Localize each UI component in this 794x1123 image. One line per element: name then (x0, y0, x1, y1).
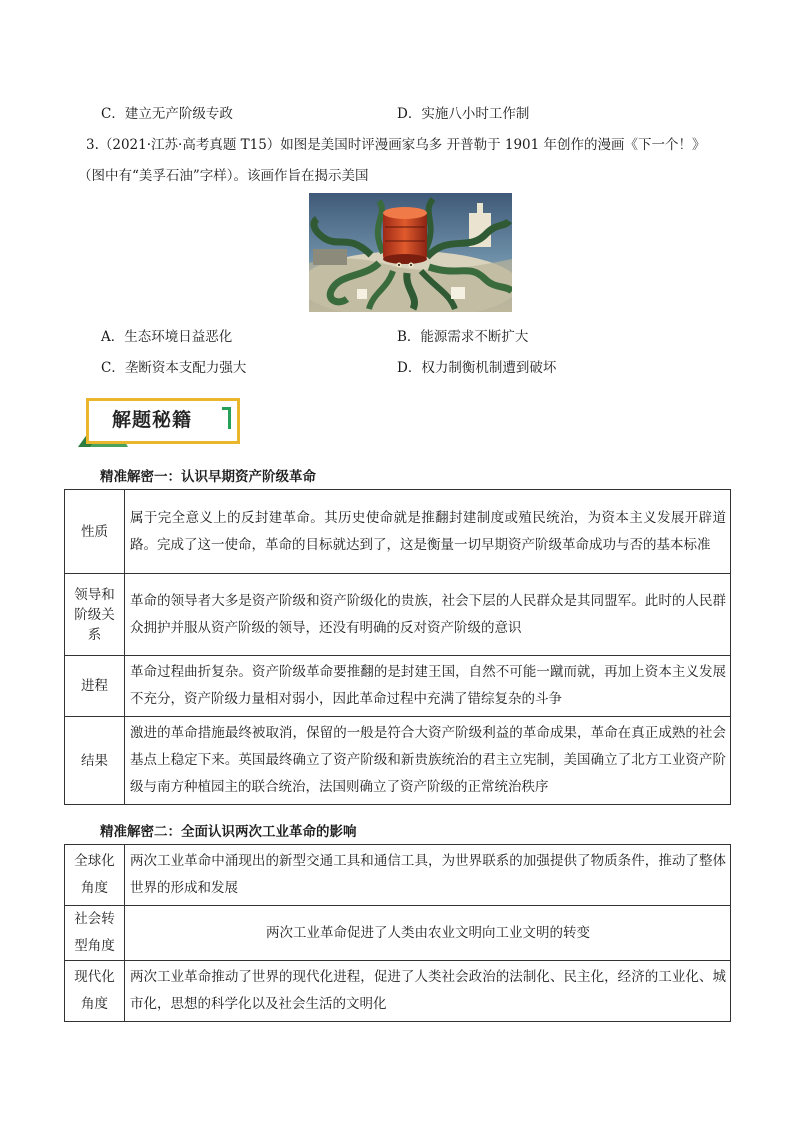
option-d: D．权力制衡机制遭到破坏 (397, 360, 557, 376)
question3-options-row1 (0, 325, 794, 345)
row-header: 现代化角度 (65, 961, 125, 1022)
option-c: C．垄断资本支配力强大 (101, 360, 247, 376)
cartoon-next-illustration (309, 193, 512, 312)
option-a: A．生态环境日益恶化 (101, 329, 233, 345)
prev-question-options (0, 102, 794, 122)
option-c: C．建立无产阶级专政 (101, 106, 233, 122)
row-content: 两次工业革命促进了人类由农业文明向工业文明的转变 (125, 906, 731, 961)
table-row (65, 490, 731, 574)
badge-label: 解题秘籍 (112, 409, 193, 431)
row-content: 两次工业革命中涌现出的新型交通工具和通信工具，为世界联系的加强提供了物质条件，推动了整体世界的形成和发展 (125, 845, 731, 906)
table-row (65, 961, 731, 1022)
row-content: 革命的领导者大多是资产阶级和资产阶级化的贵族，社会下层的人民群众是其同盟军。此时的人民群众拥护并服从资产阶级的领导，还没有明确的反对资产阶级的意识 (125, 574, 731, 656)
table-row (65, 656, 731, 717)
table-row (65, 717, 731, 805)
option-d: D．实施八小时工作制 (397, 106, 530, 122)
row-content: 两次工业革命推动了世界的现代化进程，促进了人类社会政治的法制化、民主化，经济的工业化、城市化，思想的科学化以及社会生活的文明化 (125, 961, 731, 1022)
badge-corner-accent (222, 407, 231, 429)
section2-table (64, 844, 731, 1022)
table-row (65, 574, 731, 656)
row-header: 性质 (65, 490, 125, 574)
table-row (65, 906, 731, 961)
row-content: 革命过程曲折复杂。资产阶级革命要推翻的是封建王国，自然不可能一蹴而就，再加上资本主义发展不充分，资产阶级力量相对弱小，因此革命过程中充满了错综复杂的斗争 (125, 656, 731, 717)
row-content: 属于完全意义上的反封建革命。其历史使命就是推翻封建制度或殖民统治，为资本主义发展开辟道路。完成了这一使命，革命的目标就达到了，这是衡量一切早期资产阶级革命成功与否的基本标准 (125, 490, 731, 574)
row-header: 进程 (65, 656, 125, 717)
row-content: 激进的革命措施最终被取消，保留的一般是符合大资产阶级利益的革命成果，革命在真正成熟的社会基点上稳定下来。英国最终确立了资产阶级和新贵族统治的君主立宪制，美国确立了北方工业资产阶级与南方种植园主的联合统治，法国则确立了资产阶级的正常统治秩序 (125, 717, 731, 805)
section-badge (78, 395, 248, 450)
table-row (65, 845, 731, 906)
question-stem-line2: （图中有“美孚石油”字样）。该画作旨在揭示美国 (78, 168, 369, 184)
section1-title: 精准解密一：认识早期资产阶级革命 (100, 469, 316, 485)
option-b: B．能源需求不断扩大 (397, 329, 529, 345)
section1-table (64, 489, 731, 805)
row-header: 社会转型角度 (65, 906, 125, 961)
row-header: 领导和阶级关系 (65, 574, 125, 656)
section2-title: 精准解密二：全面认识两次工业革命的影响 (100, 824, 357, 840)
question-stem-line1: 3.（2021·江苏·高考真题 T15）如图是美国时评漫画家乌多 开普勒于 1901 年创作的漫画《下一个！》 (86, 137, 706, 153)
question3-options-row2 (0, 356, 794, 376)
row-header: 结果 (65, 717, 125, 805)
row-header: 全球化角度 (65, 845, 125, 906)
octopus-cartoon-image (309, 193, 512, 312)
